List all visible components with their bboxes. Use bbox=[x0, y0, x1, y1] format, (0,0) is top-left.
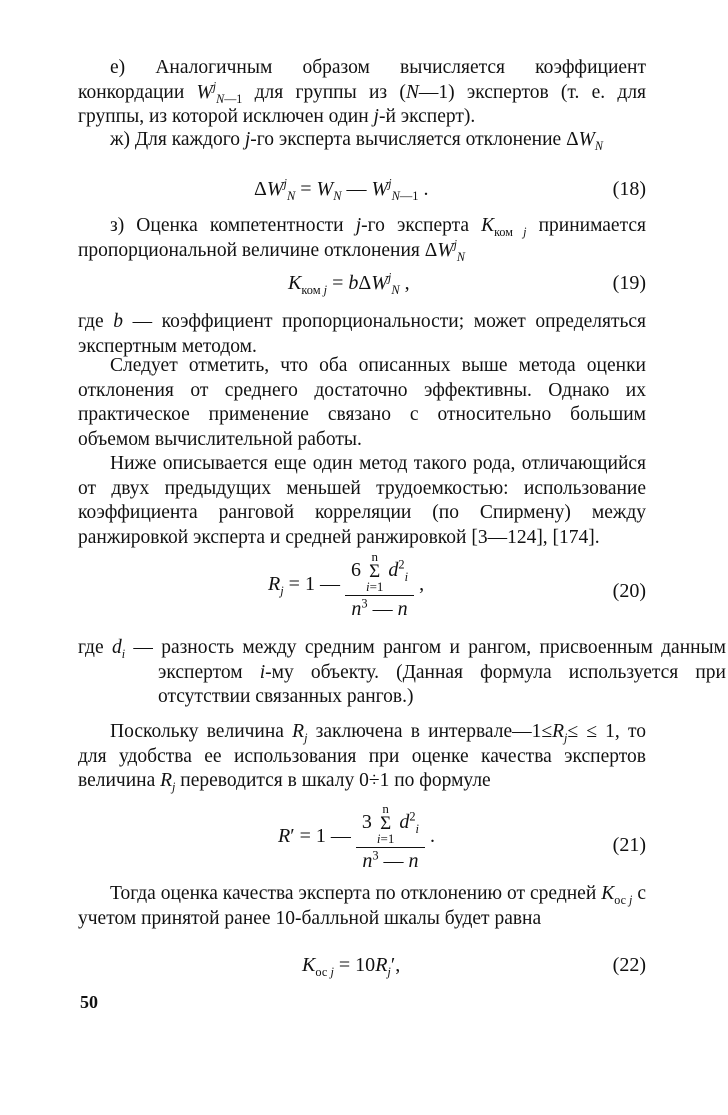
paragraph-b: где b — коэффициент пропорциональности; может определяться экспертным методом. bbox=[78, 311, 647, 357]
paragraph-follow: Следует отметить, что оба описанных выше метода оценки отклонения от среднего достаточно эффективны. Однако их практическое применение связано с относительно большим объемом вычислительной работы. bbox=[78, 355, 646, 450]
paragraph-e: е) Аналогичным образом вычисляется коэффициент конкордации $W^j_{N—1}$ для группы из (N—1) экспертов (т. е. для группы, из которой исключен один j-й эксперт). bbox=[78, 57, 647, 127]
paragraph-below: Ниже описывается еще один метод такого рода, отличающийся от двух предыдущих меньшей трудоемкостью: использование коэффициента ранговой корреляции (по Спирмену) между ранжировкой эксперта и средней ранжировкой [3—124], [174]. bbox=[78, 453, 646, 548]
equation-number: (22) bbox=[612, 954, 646, 976]
paragraph-then: Тогда оценка качества эксперта по отклонению от средней $K_{ос j}$ с учетом принятой ранее 10-балльной шкалы будет равна bbox=[78, 883, 646, 929]
equation-number: (18) bbox=[612, 178, 646, 200]
equation-21: R′ = 1 — 3 n Σ i=1 $d^2_i$ $n^3$ — n . (21) bbox=[278, 801, 646, 872]
paragraph-di: где $d_i$ — разность между средним рангом и рангом, присвоенным данным экспертом i-му объекту. (Данная формула используется при отсутствии связанных рангов.) bbox=[78, 637, 727, 707]
paragraph-zh: ж) Для каждого j-го эксперта вычисляется отклонение $\Delta W_N$ bbox=[110, 129, 603, 153]
equation-number: (21) bbox=[612, 834, 646, 856]
equation-19: $K_{ком j} = b\Delta W^j_N$ , (19) bbox=[288, 270, 646, 297]
equation-number: (20) bbox=[612, 580, 646, 602]
paragraph-since: Поскольку величина $R_j$ заключена в $интервале—1\le R_j\le \le 1$, то для удобства ее использования при оценке качества экспертов величина $R_j$ переводится в шкалу 0÷1 по формуле bbox=[78, 721, 646, 794]
page-number: 50 bbox=[80, 992, 98, 1012]
equation-20: $R_j = 1$ — 6 n Σ i=1 $d^2_i$ $n^3$ — n , (20) bbox=[268, 549, 646, 620]
equation-number: (19) bbox=[612, 272, 646, 294]
paragraph-z: з) Оценка компетентности j-го эксперта $K_{ком j}$ принимается пропорциональной величине отклонения $\Delta W^j_N$ bbox=[78, 215, 646, 264]
equation-22: $K_{ос j} = 10R_j'$, (22) bbox=[302, 954, 646, 979]
equation-18: $\Delta W^j_N = W_N$ — $W^j_{N—1}$ . (18) bbox=[254, 176, 646, 203]
